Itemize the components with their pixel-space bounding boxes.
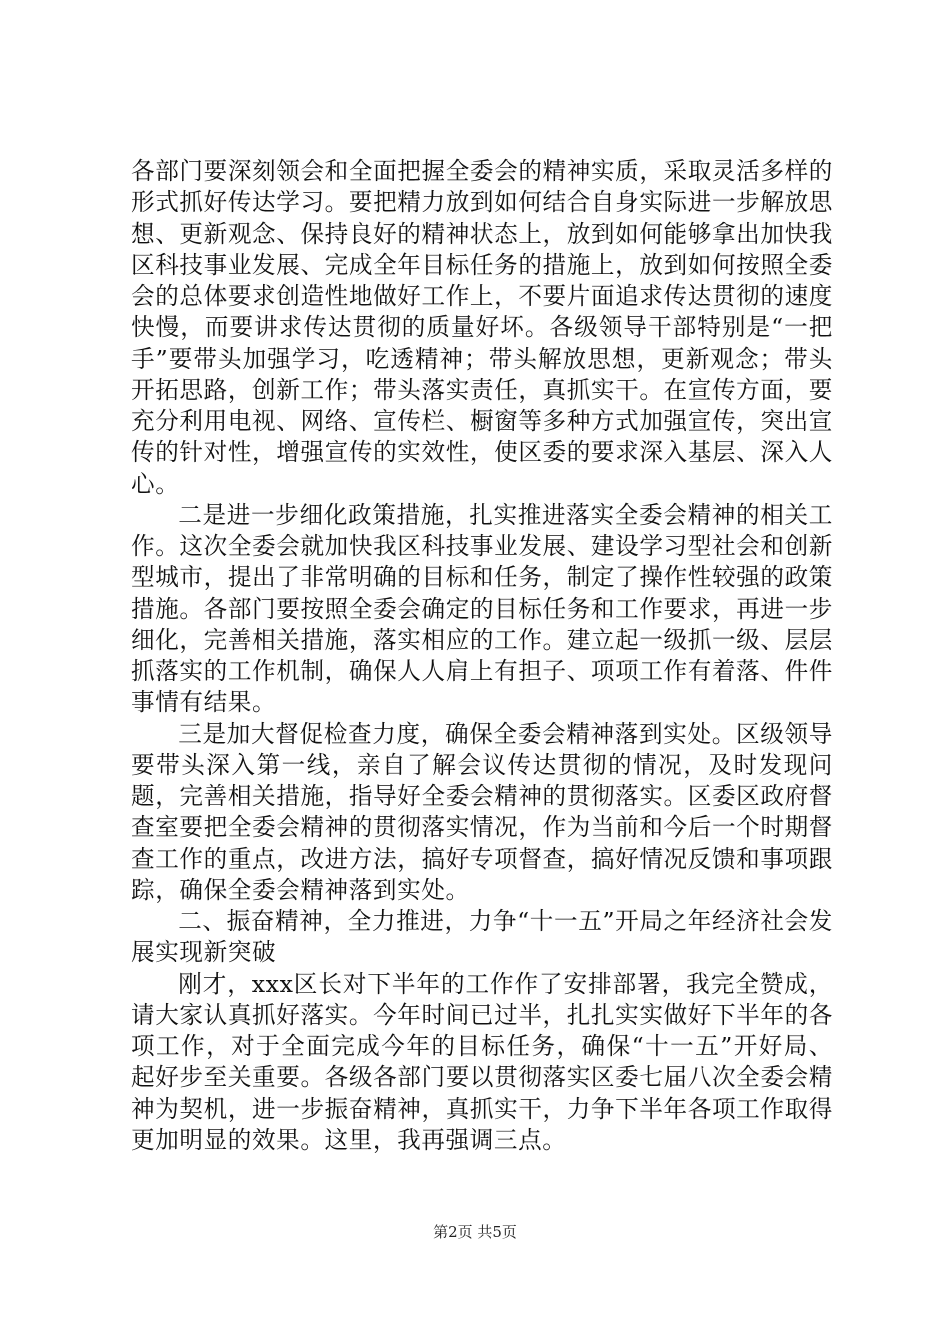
paragraph-2: 二是进一步细化政策措施，扎实推进落实全委会精神的相关工作。这次全委会就加快我区科技事业发展、建设学习型社会和创新型城市，提出了非常明确的目标和任务，制定了操作性较强的政策措施。各部门要按照全委会确定的目标任务和工作要求，再进一步细化，完善相关措施，落实相应的工作。建立起一级抓一级、层层抓落实的工作机制，确保人人肩上有担子、项项工作有着落、件件事情有结果。: [131, 500, 833, 717]
paragraph-4: 刚才，xxx区长对下半年的工作作了安排部署，我完全赞成，请大家认真抓好落实。今年时间已过半，扎扎实实做好下半年的各项工作，对于全面完成今年的目标任务，确保“十一五”开好局、起好步至关重要。各级各部门要以贯彻落实区委七届八次全委会精神为契机，进一步振奋精神，真抓实干，力争下半年各项工作取得更加明显的效果。这里，我再强调三点。: [131, 969, 833, 1154]
section-heading: 二、振奋精神，全力推进，力争“十一五”开局之年经济社会发展实现新突破: [131, 907, 833, 967]
page-number-footer: 第2页 共5页: [433, 1223, 517, 1241]
paragraph-1: 各部门要深刻领会和全面把握全委会的精神实质，采取灵活多样的形式抓好传达学习。要把精力放到如何结合自身实际进一步解放思想、更新观念、保持良好的精神状态上，放到如何能够拿出加快我区科技事业发展、完成全年目标任务的措施上，放到如何按照全委会的总体要求创造性地做好工作上，不要片面追求传达贯彻的速度快慢，而要讲求传达贯彻的质量好坏。各级领导干部特别是“一把手”要带头加强学习，吃透精神；带头解放思想，更新观念；带头开拓思路，创新工作；带头落实责任，真抓实干。在宣传方面，要充分利用电视、网络、宣传栏、橱窗等多种方式加强宣传，突出宣传的针对性，增强宣传的实效性，使区委的要求深入基层、深入人心。: [131, 157, 833, 498]
document-body: [131, 156, 833, 1156]
paragraph-3: 三是加大督促检查力度，确保全委会精神落到实处。区级领导要带头深入第一线，亲自了解会议传达贯彻的情况，及时发现问题，完善相关措施，指导好全委会精神的贯彻落实。区委区政府督查室要把全委会精神的贯彻落实情况，作为当前和今后一个时期督查工作的重点，改进方法，搞好专项督查，搞好情况反馈和事项跟踪，确保全委会精神落到实处。: [131, 719, 833, 904]
